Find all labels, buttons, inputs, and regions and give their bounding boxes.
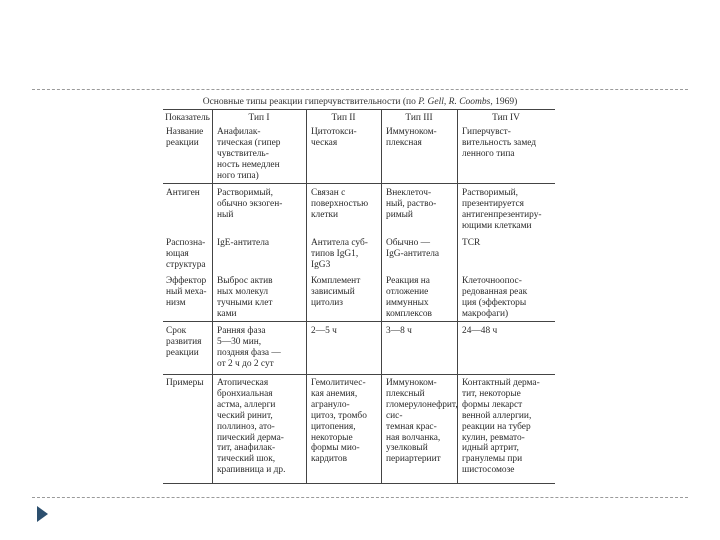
- column-divider: [457, 110, 458, 483]
- cell-type-1: Растворимый, обычно экзоген- ный: [217, 188, 283, 220]
- cell-type-1: IgE-антитела: [217, 238, 270, 248]
- caption-authors: P. Gell, R. Coombs: [418, 97, 491, 107]
- cell-type-3: Обычно — IgG-антитела: [386, 238, 440, 259]
- column-divider: [306, 110, 307, 483]
- row-label: Срок развития реакции: [166, 326, 202, 358]
- cell-type-4: Растворимый, презентируется антигенпрезентиру- ющими клетками: [462, 188, 542, 231]
- cell-type-3: Внеклеточ- ный, раство- римый: [386, 188, 437, 220]
- cell-type-3: Реакция на отложение иммунных комплексов: [386, 276, 432, 319]
- cell-type-3: Иммуноком- плексный гломерулонефрит, сис- темная крас- ная волчанка, узелковый периартериит: [386, 378, 458, 465]
- caption-main: Основные типы реакции гиперчувствительности (по: [202, 97, 419, 107]
- cell-type-4: TCR: [462, 238, 481, 248]
- cell-type-1: Атопическая бронхиальная астма, аллерги ческий ринит, поллиноз, ато- пический дерма- тит, анафилак- тический шок, крапивница и др.: [217, 378, 286, 476]
- cell-type-1: Выброс актив ных молекул тучными клет ками: [217, 276, 273, 319]
- row-divider: [163, 374, 555, 375]
- cell-type-4: Клеточноопос- редованная реак ция (эффекторы макрофаги): [462, 276, 528, 319]
- row-divider: [163, 183, 555, 184]
- cell-type-2: Антитела суб- типов IgG1, IgG3: [311, 238, 368, 270]
- cell-type-2: Комплемент зависимый цитолиз: [311, 276, 361, 308]
- header-type-3: Тип III: [405, 113, 433, 123]
- cell-type-1: Ранняя фаза 5—30 мин, поздняя фаза — от 2 ч до 2 сут: [217, 326, 281, 369]
- cell-type-3: 3—8 ч: [386, 326, 412, 336]
- header-indicator: Показатель: [165, 113, 210, 123]
- cell-type-1: Анафилак- тическая (гипер чувствитель- ность немедлен ного типа): [217, 127, 281, 181]
- column-divider: [381, 110, 382, 483]
- cell-type-2: Гемолитичес- кая анемия, агрануло- цитоз, тромбо цитопения, некоторые формы мио- кардитов: [311, 378, 367, 465]
- table-caption: [163, 96, 557, 108]
- row-label: Примеры: [166, 378, 204, 388]
- row-label: Распозна- ющая структура: [166, 238, 206, 270]
- row-label: Эффектор ный меха- низм: [166, 276, 207, 308]
- cell-type-4: Гиперчувст- вительность замед ленного типа: [462, 127, 537, 159]
- cell-type-2: Цитотокси- ческая: [311, 127, 357, 148]
- top-dashed-divider: [32, 89, 688, 90]
- header-type-4: Тип IV: [492, 113, 520, 123]
- caption-year: , 1969): [490, 97, 518, 107]
- hypersensitivity-table: [163, 109, 555, 484]
- header-type-2: Тип II: [331, 113, 356, 123]
- cell-type-2: Связан с поверхностью клетки: [311, 188, 369, 220]
- header-type-1: Тип I: [248, 113, 270, 123]
- play-arrow-icon: [37, 506, 48, 522]
- row-label: Антиген: [166, 188, 200, 198]
- cell-type-3: Иммуноком- плексная: [386, 127, 437, 148]
- bottom-dashed-divider: [32, 497, 688, 498]
- column-divider: [212, 110, 213, 483]
- cell-type-2: 2—5 ч: [311, 326, 337, 336]
- cell-type-4: 24—48 ч: [462, 326, 498, 336]
- cell-type-4: Контактный дерма- тит, некоторые формы лекарст венной аллергии, реакции на тубер кулин, ревмато- идный артрит, гранулемы при шистосомозе: [462, 378, 540, 476]
- row-divider: [163, 321, 555, 322]
- row-label: Название реакции: [166, 127, 204, 148]
